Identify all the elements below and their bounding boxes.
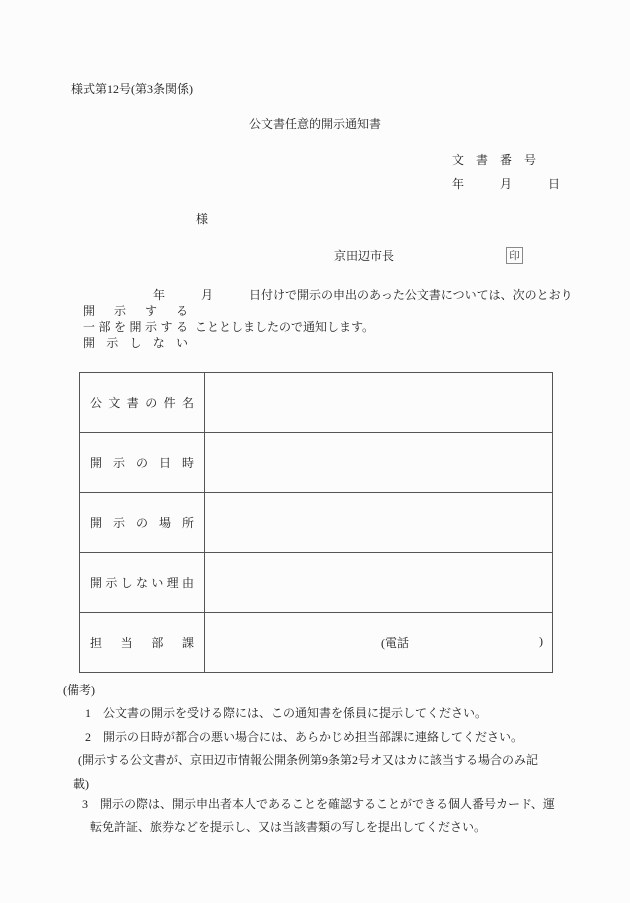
row-label-cell — [80, 613, 205, 673]
row-value-cell — [205, 373, 553, 433]
note-line-1: 1 公文書の開示を受ける際には、この通知書を係員に提示してください。 — [85, 706, 488, 720]
row-label: 開示の日時 — [90, 456, 194, 470]
phone-label: (電話 — [381, 636, 409, 650]
row-label-cell — [80, 553, 205, 613]
table-row-reason — [80, 553, 553, 613]
addressee-honorific: 様 — [196, 212, 209, 226]
table-row-datetime — [80, 433, 553, 493]
row-value-cell — [205, 493, 553, 553]
notes-heading: (備考) — [63, 683, 95, 697]
phone-close-paren: ) — [539, 634, 543, 648]
document-title: 公文書任意的開示通知書 — [248, 117, 381, 131]
table-row-department — [80, 613, 553, 673]
seal-mark: 印 — [509, 251, 520, 262]
note-line-4: 載) — [73, 777, 89, 791]
row-label-cell — [80, 493, 205, 553]
document-number-label: 文 書 番 号 — [452, 153, 537, 167]
table-row-subject — [80, 373, 553, 433]
table-row-place — [80, 493, 553, 553]
row-label: 担当部課 — [90, 636, 194, 650]
row-label-cell — [80, 373, 205, 433]
note-line-2: 2 開示の日時が都合の悪い場合には、あらかじめ担当部課に連絡してください。 — [85, 730, 524, 744]
seal-box — [506, 247, 523, 264]
disclosure-table — [79, 372, 553, 673]
row-value-cell — [205, 433, 553, 493]
disclosure-options — [83, 303, 188, 351]
note-line-5: 3 開示の際は、開示申出者本人であることを確認することができる個人番号カード、運 — [82, 797, 555, 811]
phone-field — [381, 634, 543, 651]
row-label: 開示しない理由 — [90, 576, 194, 590]
row-label: 開示の場所 — [90, 516, 194, 530]
option-not-disclose: 開示しない — [83, 336, 188, 350]
conclusion-text: こととしましたので通知します。 — [195, 320, 375, 334]
note-line-3: (開示する公文書が、京田辺市情報公開条例第9条第2号オ又はカに該当する場合のみ記 — [78, 753, 538, 767]
option-partial-disclose: 一部を開示する — [83, 320, 188, 334]
row-label: 公文書の件名 — [90, 396, 194, 410]
option-disclose: 開示する — [83, 304, 188, 318]
intro-line: 年 月 日付けで開示の申出のあった公文書については、次のとおり — [153, 288, 573, 302]
sender-title: 京田辺市長 — [334, 249, 395, 263]
form-number: 様式第12号(第3条関係) — [71, 82, 193, 96]
note-line-6: 転免許証、旅券などを提示し、又は当該書類の写しを提出してください。 — [90, 820, 487, 834]
row-value-cell — [205, 553, 553, 613]
date-placeholder: 年 月 日 — [452, 177, 561, 191]
row-value-cell — [205, 613, 553, 673]
row-label-cell — [80, 433, 205, 493]
